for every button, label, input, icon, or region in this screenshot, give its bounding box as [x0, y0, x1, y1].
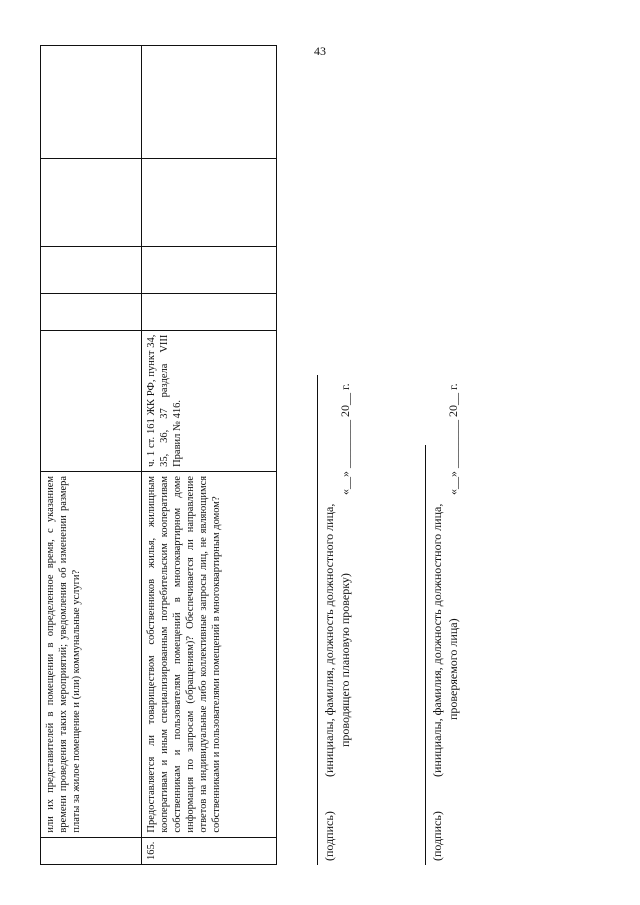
- answer-no-cell: [142, 247, 277, 294]
- table-row: [142, 46, 277, 865]
- question-cell: Предоставляется ли товариществом собственников жилья, жилищным кооперативам и иным специализированным потребительским кооперативам собственникам и пользователям помещений в многоквартирном доме информация по запросам (обращениям)? Обеспечивается ли направление ответов на индивидуальные либо коллективные запросы лиц, не являющимся собственниками и пользователями помещений в многоквартирным домом?: [142, 471, 277, 837]
- page-number: 43: [314, 44, 326, 58]
- signature-description: проверяемого лица): [446, 618, 460, 720]
- note-cell: [41, 46, 142, 159]
- table-row: [41, 46, 142, 865]
- checklist-table: [40, 45, 277, 865]
- signature-line: [317, 375, 318, 865]
- question-cell: или их представителей в помещении в определенное время, с указанием времени проведения таких мероприятий; уведомления об изменении размера платы за жилое помещение и (или) коммунальные услуги?: [41, 471, 142, 837]
- rotated-page-content: [40, 45, 600, 865]
- row-number: 165.: [142, 837, 277, 864]
- signature-description: проводящего плановую проверку): [338, 573, 352, 747]
- signature-label: (подпись): [430, 811, 444, 861]
- answer-yes-cell: [41, 293, 142, 330]
- signature-label: (подпись): [322, 811, 336, 861]
- legal-reference-cell: ч. 1 ст. 161 ЖК РФ, пункт 34, 35, 36, 37 раздела VIII Правил № 416.: [142, 330, 277, 471]
- legal-reference-cell: [41, 330, 142, 471]
- signature-description: (инициалы, фамилия, должность должностного лица,: [430, 503, 444, 777]
- answer-no-cell: [41, 247, 142, 294]
- answer-yes-cell: [142, 293, 277, 330]
- answer-na-cell: [41, 158, 142, 246]
- signature-date: «__» ________ 20__ г.: [338, 383, 352, 495]
- row-number: [41, 837, 142, 864]
- signature-description: (инициалы, фамилия, должность должностного лица,: [322, 503, 336, 777]
- signature-date: «__» ________ 20__ г.: [446, 383, 460, 495]
- signature-line: [425, 445, 426, 865]
- note-cell: [142, 46, 277, 159]
- answer-na-cell: [142, 158, 277, 246]
